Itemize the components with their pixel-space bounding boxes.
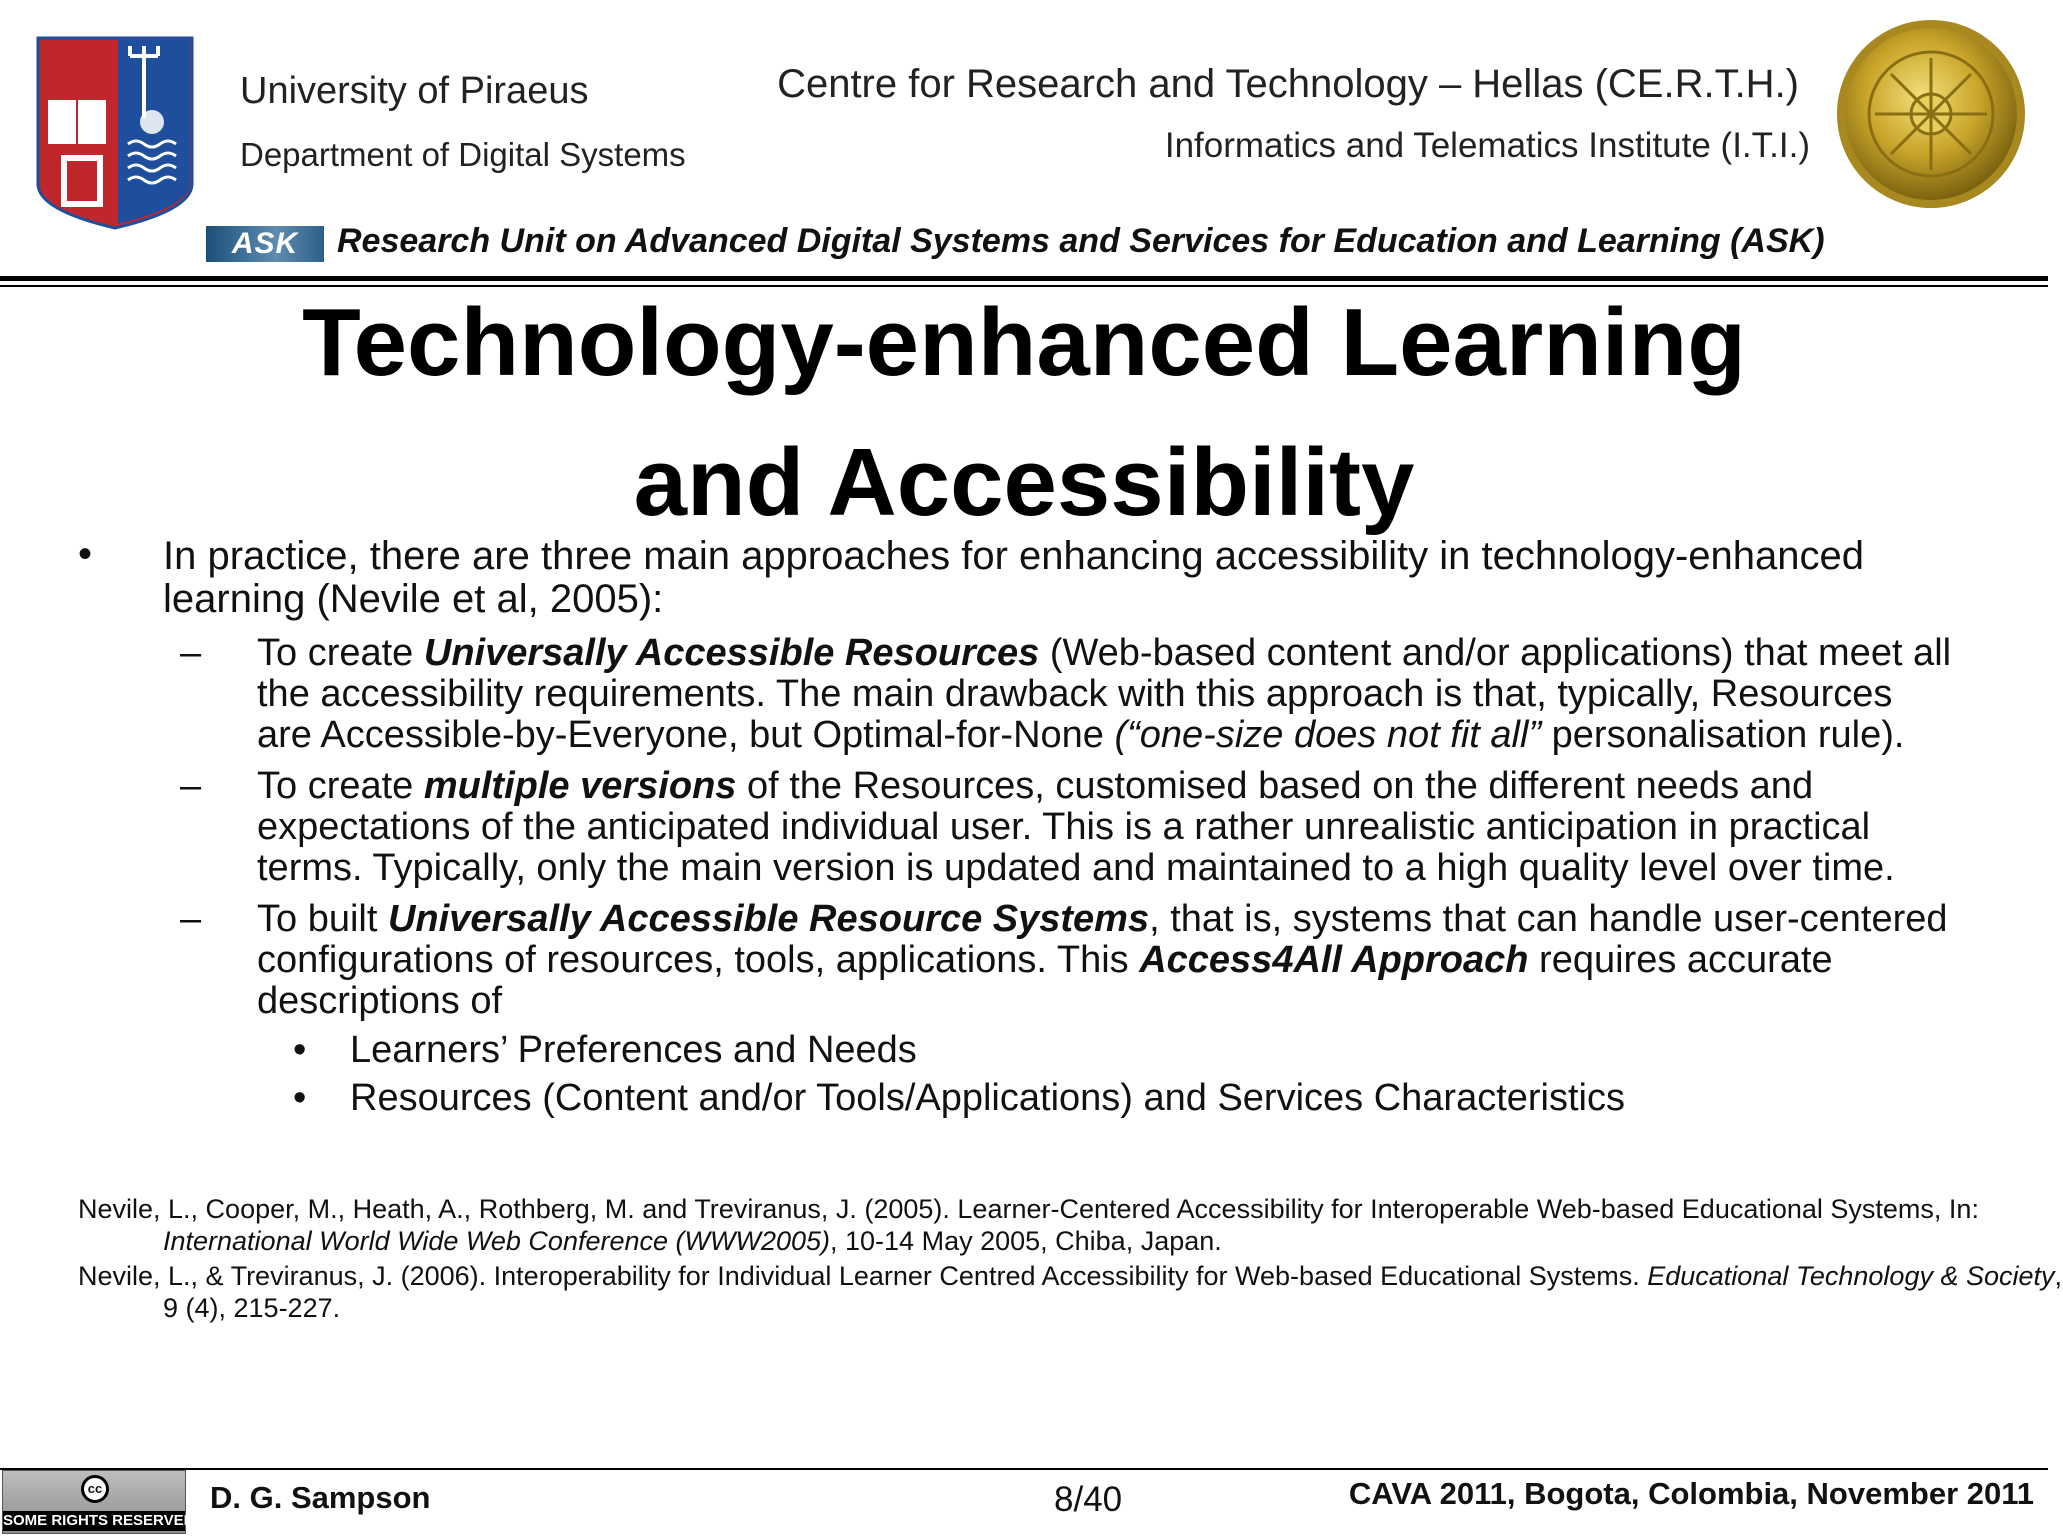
- approach-2-dash: –: [180, 765, 202, 807]
- slide-title-line-1: Technology-enhanced Learning: [302, 289, 1746, 396]
- main-bullet-line-2: learning (Nevile et al, 2005):: [163, 577, 664, 621]
- approach-1-line-3: are Accessible-by-Everyone, but Optimal-for-None (“one-size does not fit all” personalisation rule).: [257, 714, 1905, 756]
- approach-2-line-1: To create multiple versions of the Resources, customised based on the different needs and: [257, 765, 1814, 807]
- approach-1-dash: –: [180, 632, 202, 674]
- sub-item-resources: Resources (Content and/or Tools/Applications) and Services Characteristics: [350, 1077, 1626, 1119]
- university-crest-logo: [34, 34, 196, 230]
- footer-author: D. G. Sampson: [210, 1480, 431, 1515]
- slide-title-line-2: and Accessibility: [633, 429, 1415, 536]
- approach-1-line-1: To create Universally Accessible Resources (Web-based content and/or applications) that meet all: [257, 632, 1952, 674]
- approach-3-line-3: descriptions of: [257, 980, 503, 1022]
- main-bullet-text: [163, 535, 2023, 621]
- footer-conference: CAVA 2011, Bogota, Colombia, November 2011: [1348, 1476, 2034, 1511]
- cc-icon: cc: [81, 1475, 109, 1503]
- reference-1: Nevile, L., Cooper, M., Heath, A., Rothberg, M. and Treviranus, J. (2005). Learner-Centered Accessibility for Interoperable Web-based Educational Systems, In: International World Wide Web Conference (WWW2005), 10-14 May 2005, Chiba, Japan.: [78, 1194, 1979, 1256]
- university-name: University of Piraeus: [240, 70, 589, 112]
- approach-2-text: [257, 766, 2037, 889]
- term-multiple-versions: multiple versions: [423, 765, 737, 807]
- institute-name: Informatics and Telematics Institute (I.T.I.): [1164, 126, 1810, 165]
- footer-divider: [0, 1468, 2048, 1470]
- approach-3-dash: –: [180, 898, 202, 940]
- approach-3-text: [257, 899, 2037, 1022]
- ask-logo-badge: ASK: [206, 226, 324, 262]
- certh-gold-seal-logo: [1826, 14, 2036, 214]
- approach-2-line-3: terms. Typically, only the main version is updated and maintained to a high quality level over time.: [257, 847, 1895, 889]
- header-divider-thin: [0, 285, 2048, 287]
- approach-1-text: [257, 633, 2037, 756]
- term-universally-accessible-resources: Universally Accessible Resources: [423, 632, 1040, 674]
- sub-item-bullet: •: [293, 1077, 307, 1119]
- term-access4all-approach: Access4All Approach: [1139, 939, 1529, 981]
- main-bullet-line-1: In practice, there are three main approaches for enhancing accessibility in technology-enhanced: [163, 534, 1865, 578]
- sub-item-bullet: •: [293, 1029, 307, 1071]
- centre-name: Centre for Research and Technology – Hellas (CE.R.T.H.): [777, 62, 1799, 106]
- page-number: 8/40: [1054, 1480, 1123, 1519]
- approach-3-line-1: To built Universally Accessible Resource Systems, that is, systems that can handle user-centered: [257, 898, 1948, 940]
- cc-label: SOME RIGHTS RESERVED: [3, 1512, 195, 1529]
- research-unit-name: Research Unit on Advanced Digital Systems and Services for Education and Learning (ASK): [337, 222, 1825, 260]
- term-accessible-resource-systems: Universally Accessible Resource Systems: [387, 898, 1150, 940]
- header-divider-thick: [0, 276, 2048, 281]
- department-name: Department of Digital Systems: [240, 136, 686, 173]
- main-bullet-marker: •: [78, 532, 93, 576]
- creative-commons-badge: [2, 1470, 195, 1534]
- approach-1-line-2: the accessibility requirements. The main drawback with this approach is that, typically, Resources: [257, 673, 1893, 715]
- reference-2: Nevile, L., & Treviranus, J. (2006). Interoperability for Individual Learner Centred Accessibility for Web-based Educational Systems. Educational Technology & Society, 9 (4), 215-227.: [78, 1261, 2063, 1323]
- approach-3-line-2: configurations of resources, tools, applications. This Access4All Approach requires accurate: [257, 939, 1833, 981]
- approach-2-line-2: expectations of the anticipated individual user. This is a rather unrealistic anticipation in practical: [257, 806, 1871, 848]
- sub-item-learners: Learners’ Preferences and Needs: [350, 1029, 917, 1071]
